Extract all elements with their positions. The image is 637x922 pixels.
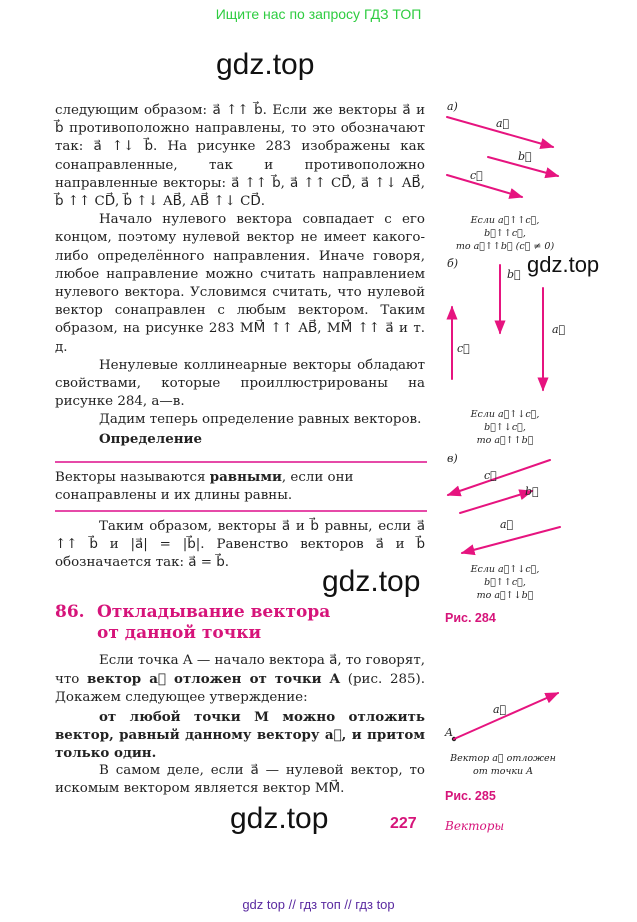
main-text-block-3 (55, 652, 425, 799)
fig284b-caption-1: Если a⃗↑↓c⃗, b⃗↑↓c⃗, (470, 409, 540, 433)
fig284c-caption-2: то a⃗↑↓b⃗ (476, 590, 534, 601)
section-title-line-1: Откладывание вектора (97, 602, 331, 622)
fig284-label-c: в) (447, 452, 458, 465)
fig284a-label-b: b⃗ (518, 150, 532, 163)
fig284c-caption-1: Если a⃗↑↓c⃗, b⃗↑↑c⃗, (470, 564, 540, 588)
fig285-caption (448, 752, 558, 778)
main-text-block-2 (55, 518, 425, 573)
paragraph-4: Дадим теперь определение равных векторов. (99, 412, 422, 428)
fig284-label-b: б) (447, 257, 459, 270)
figure-285 (440, 685, 580, 745)
definition-term: равными (209, 469, 282, 485)
running-footer-section: Векторы (445, 819, 505, 833)
fig285-caption-2: от точки A (472, 766, 534, 777)
p6-text-2: (рис. 285). Докажем следующее утверждение: (55, 672, 425, 706)
fig284b-label-c: c⃗ (457, 342, 470, 355)
p6-bold: вектор a⃗ отложен от точки A (87, 671, 341, 688)
statement: от любой точки M можно отложить вектор, равный данному вектору a⃗, и притом только один. (55, 708, 425, 762)
fig284a-label-a: a⃗ (496, 117, 510, 130)
watermark-1: gdz.top (216, 48, 315, 81)
paragraph-5: Таким образом, векторы a⃗ и b⃗ равны, если a⃗ ↑↑ b⃗ и |a⃗| = |b⃗|. Равенство векторов a⃗ и b⃗ обозначается так: a⃗ = b⃗. (55, 519, 425, 571)
paragraph-1: следующим образом: a⃗ ↑↑ b⃗. Если же векторы a⃗ и b⃗ противоположно направлены, то это обозначают так: a⃗ ↑↓ b⃗. На рисунке 283 изображены как сонаправленные, так и противоположно направленные векторы: a⃗ ↑↑ b⃗, a⃗ ↑↑ CD⃗, a⃗ ↑↓ AB⃗, b⃗ ↑↑ CD⃗, b⃗ ↑↓ AB⃗, AB⃗ ↑↓ CD⃗. (55, 103, 425, 210)
fig284c-label-a: a⃗ (500, 518, 514, 531)
fig284a-caption-1: Если a⃗↑↑c⃗, b⃗↑↑c⃗, (470, 215, 540, 239)
fig284b-label-b: b⃗ (507, 268, 521, 281)
section-heading (55, 602, 330, 644)
fig285-vector-a (454, 693, 558, 739)
fig284a-vector-c (447, 175, 522, 197)
paragraph-6 (55, 652, 425, 708)
definition-text-2: , если они сонаправлены и их длины равны. (55, 470, 354, 504)
p6-text-1: Если точка A — начало вектора a⃗, то говорят, что (55, 653, 425, 688)
figure-284-caption: Рис. 284 (445, 611, 496, 625)
figure-284 (440, 95, 580, 620)
fig285-point-A: A (445, 726, 453, 739)
fig284-label-a: а) (447, 100, 458, 113)
page-number: 227 (390, 815, 417, 832)
bottom-banner: gdz top // гдз топ // гдз top (242, 897, 395, 912)
fig284c-caption (455, 563, 555, 602)
fig284a-caption-2: то a⃗↑↑b⃗ (c⃗ ≠ 0) (455, 241, 555, 252)
fig284c-vector-b (460, 491, 532, 513)
main-text-block (55, 102, 425, 448)
fig285-label-a: a⃗ (493, 703, 507, 716)
top-banner: Ищите нас по запросу ГДЗ ТОП (215, 6, 422, 22)
fig284b-caption (455, 408, 555, 447)
fig284b-caption-2: то a⃗↑↑b⃗ (476, 435, 534, 446)
fig284a-caption (455, 214, 555, 253)
fig285-caption-1: Вектор a⃗ отложен (450, 753, 556, 764)
section-title-line-2: от данной точки (97, 623, 262, 643)
watermark-3: gdz.top (322, 565, 421, 598)
paragraph-3: Ненулевые коллинеарные векторы обладают свойствами, которые проиллюстрированы на рисунке 284, а—в. (55, 357, 425, 410)
paragraph-2: Начало нулевого вектора совпадает с его концом, поэтому нулевой вектор не имеет какого-либо определённого направления. Иначе говоря, любое направление можно считать направлением нулевого вектора. Условимся считать, что нулевой вектор сонаправлен с любым вектором. Таким образом, на рисунке 283 MM⃗ ↑↑ AB⃗, MM⃗ ↑↑ a⃗ и т. д. (55, 212, 425, 355)
definition-heading: Определение (99, 430, 203, 447)
figure-285-caption: Рис. 285 (445, 789, 496, 803)
definition-box (55, 461, 427, 512)
fig284c-label-c: c⃗ (484, 469, 497, 482)
fig284b-label-a: a⃗ (552, 323, 566, 336)
watermark-2: gdz.top (527, 252, 600, 277)
definition-text-1: Векторы называются (55, 470, 210, 485)
fig284a-label-c: c⃗ (470, 169, 483, 182)
fig284c-label-b: b⃗ (525, 485, 539, 498)
watermark-4: gdz.top (230, 802, 329, 835)
section-number: 86. (55, 602, 85, 622)
paragraph-7: В самом деле, если a⃗ — нулевой вектор, то искомым вектором является вектор MM⃗. (55, 763, 425, 797)
